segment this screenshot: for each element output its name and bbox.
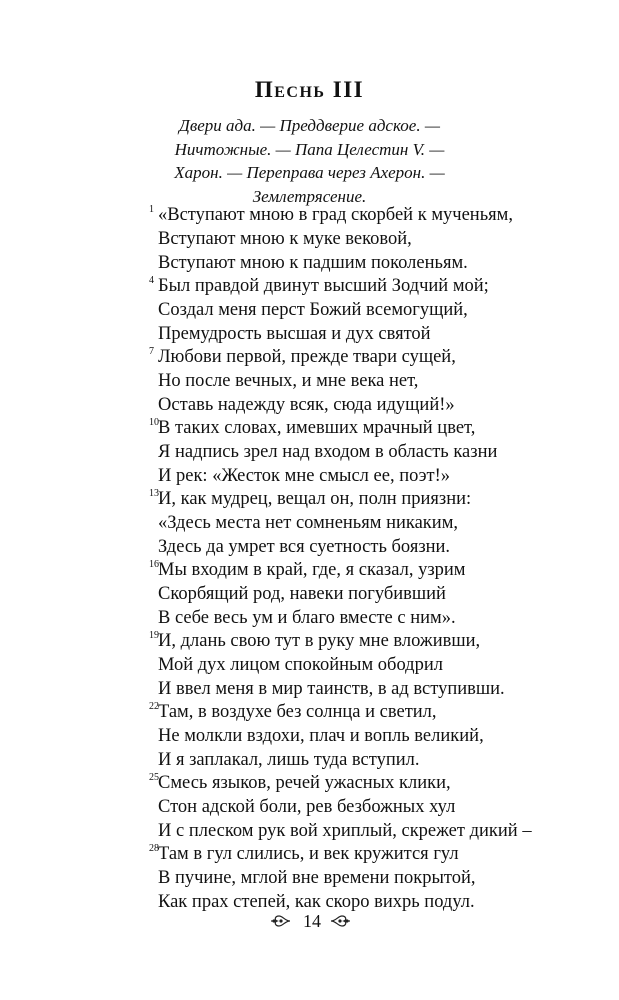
verse-line: Вступают мною к муке вековой, bbox=[158, 229, 412, 249]
canto-summary bbox=[0, 114, 619, 208]
verse-line: Как прах степей, как скоро вихрь подул. bbox=[158, 892, 475, 912]
verse-line: И рек: «Жесток мне смысл ее, поэт!» bbox=[158, 466, 451, 486]
verse-line: Создал меня перст Божий всемогущий, bbox=[158, 300, 468, 320]
summary-line: Харон. — Переправа через Ахерон. — bbox=[174, 163, 445, 182]
summary-line: Двери ада. — Преддверие адское. — bbox=[179, 116, 440, 135]
verse-line: И, длань свою тут в руку мне вложивши, bbox=[158, 631, 481, 651]
verse-line: И ввел меня в мир таинств, в ад вступивши. bbox=[158, 679, 505, 699]
verse-line: Был правдой двинут высший Зодчий мой; bbox=[158, 276, 489, 296]
canto-title-word: Песнь bbox=[254, 77, 326, 102]
verse-number: 1 bbox=[149, 204, 154, 215]
page-footer bbox=[0, 908, 619, 934]
verse-number: 25 bbox=[149, 772, 159, 783]
verse-line: Но после вечных, и мне века нет, bbox=[158, 371, 419, 391]
summary-line: Ничтожные. — Папа Целестин V. — bbox=[174, 139, 445, 159]
summary-line: Землетрясение. bbox=[252, 186, 367, 206]
verse-number: 28 bbox=[149, 843, 159, 854]
verse-number: 13 bbox=[149, 488, 159, 499]
verse-number: 7 bbox=[149, 346, 154, 357]
verse-line: Там в гул слились, и век кружится гул bbox=[158, 844, 459, 864]
page-number: 14 bbox=[303, 911, 321, 931]
verse-line: Стон адской боли, рев безбожных хул bbox=[158, 797, 456, 817]
verse-line: Я надпись зрел над входом в область казни bbox=[158, 442, 498, 462]
verse-line: «Вступают мною в град скорбей к мученьям, bbox=[158, 205, 513, 225]
verse-line: Здесь да умрет вся суетность боязни. bbox=[158, 537, 451, 557]
verse-line: В пучине, мглой вне времени покрытой, bbox=[158, 868, 476, 888]
verse-line: «Здесь места нет сомненьям никаким, bbox=[158, 513, 459, 533]
verse-line: Скорбящий род, навеки погубивший bbox=[158, 584, 446, 604]
verse-line: Любови первой, прежде твари сущей, bbox=[158, 347, 456, 367]
verse-number: 22 bbox=[149, 701, 159, 712]
canto-title bbox=[0, 76, 619, 104]
verse-line: Вступают мною к падшим поколеньям. bbox=[158, 253, 468, 273]
verse-line: Премудрость высшая и дух святой bbox=[158, 324, 431, 344]
verse-line: Смесь языков, речей ужасных клики, bbox=[158, 773, 451, 793]
floral-ornament-icon bbox=[329, 912, 351, 930]
verse-line: И с плеском рук вой хриплый, скрежет дикий – bbox=[158, 821, 532, 841]
verse-number: 4 bbox=[149, 275, 154, 286]
verse-line: В таких словах, имевших мрачный цвет, bbox=[158, 418, 476, 438]
verse-line: Там, в воздухе без солнца и светил, bbox=[158, 702, 437, 722]
verse-number: 19 bbox=[149, 630, 159, 641]
floral-ornament-icon bbox=[270, 912, 292, 930]
verse-line: В себе весь ум и благо вместе с ним». bbox=[158, 608, 456, 628]
verse-line: И, как мудрец, вещал он, полн приязни: bbox=[158, 489, 472, 509]
verse-line: И я заплакал, лишь туда вступил. bbox=[158, 750, 420, 770]
verse-number: 16 bbox=[149, 559, 159, 570]
verse-line: Мы входим в край, где, я сказал, узрим bbox=[158, 560, 466, 580]
verse-line: Не молкли вздохи, плач и вопль великий, bbox=[158, 726, 484, 746]
verse-line: Оставь надежду всяк, сюда идущий!» bbox=[158, 395, 455, 415]
verse-line: Мой дух лицом спокойным ободрил bbox=[158, 655, 443, 675]
verse-number: 10 bbox=[149, 417, 159, 428]
canto-title-numeral: III bbox=[332, 77, 365, 102]
